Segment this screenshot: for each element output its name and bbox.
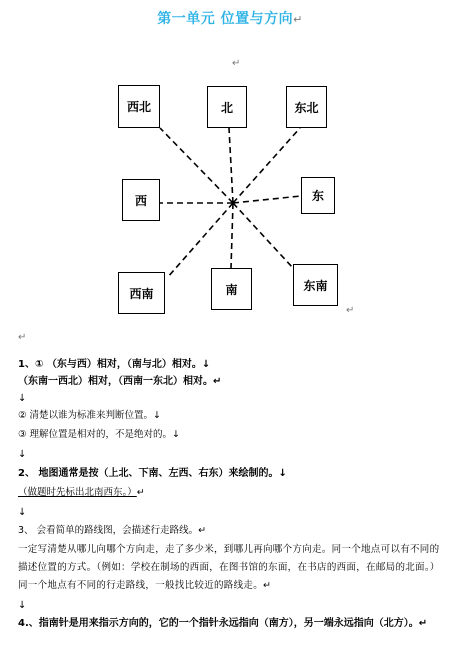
paragraph-mark: ↵: [232, 58, 241, 69]
direction-box-west: 西: [122, 179, 160, 221]
point-1-line-1: 1、① （东与西）相对，（南与北）相对。↓: [18, 359, 211, 370]
line-sw: [167, 203, 233, 278]
blank-line: ↓: [18, 393, 27, 404]
paragraph-mark: ↵: [346, 305, 355, 316]
paragraph-mark: ↵: [18, 332, 27, 343]
point-2-note: （做题时先标出北南西东。）↵: [18, 487, 145, 498]
point-2-line-1: 2、 地图通常是按（上北、下南、左西、右东）来绘制的。↓: [18, 468, 287, 479]
direction-box-north: 北: [207, 86, 247, 128]
direction-box-northwest: 西北: [118, 85, 160, 128]
direction-box-southwest: 西南: [118, 272, 165, 314]
direction-box-south: 南: [211, 268, 252, 310]
point-4-body: 4.、指南针是用来指示方向的，它的一个指针永远指向（南方），另一端永远指向（北方）。↵: [18, 618, 428, 629]
point-3-heading: 3、 会看简单的路线图，会描述行走路线。↵: [18, 525, 207, 536]
point-1-line-2: （东南一西北）相对，（西南一东北）相对。↵: [18, 376, 222, 387]
point-1-item-2: ② 清楚以谁为标准来判断位置。↓: [18, 410, 161, 421]
blank-line: ↓: [18, 449, 27, 460]
point-3-body: 一定写清楚从哪儿向哪个方向走，走了多少米，到哪儿再向哪个方向走。同一个地点可以有不同的描述位置的方式。（例如：学校在制场的西面，在图书馆的东面，在书店的西面，在邮局的北面。）同一个地点有不同的行走路线，一般找比较近的路线走。↵: [18, 544, 440, 591]
line-e: [233, 196, 301, 203]
line-s: [231, 203, 233, 268]
point-1-item-3: ③ 理解位置是相对的，不是绝对的。↓: [18, 429, 180, 440]
direction-box-northeast: 东北: [286, 86, 327, 128]
blank-line: ↓: [18, 600, 27, 611]
page-title: 第一单元 位置与方向↵: [157, 11, 303, 27]
direction-box-southeast: 东南: [293, 264, 338, 306]
direction-box-east: 东: [301, 177, 335, 214]
line-n: [229, 128, 233, 203]
blank-line: ↓: [18, 507, 27, 518]
line-nw: [160, 128, 233, 203]
line-ne: [233, 128, 300, 203]
line-se: [233, 203, 293, 268]
